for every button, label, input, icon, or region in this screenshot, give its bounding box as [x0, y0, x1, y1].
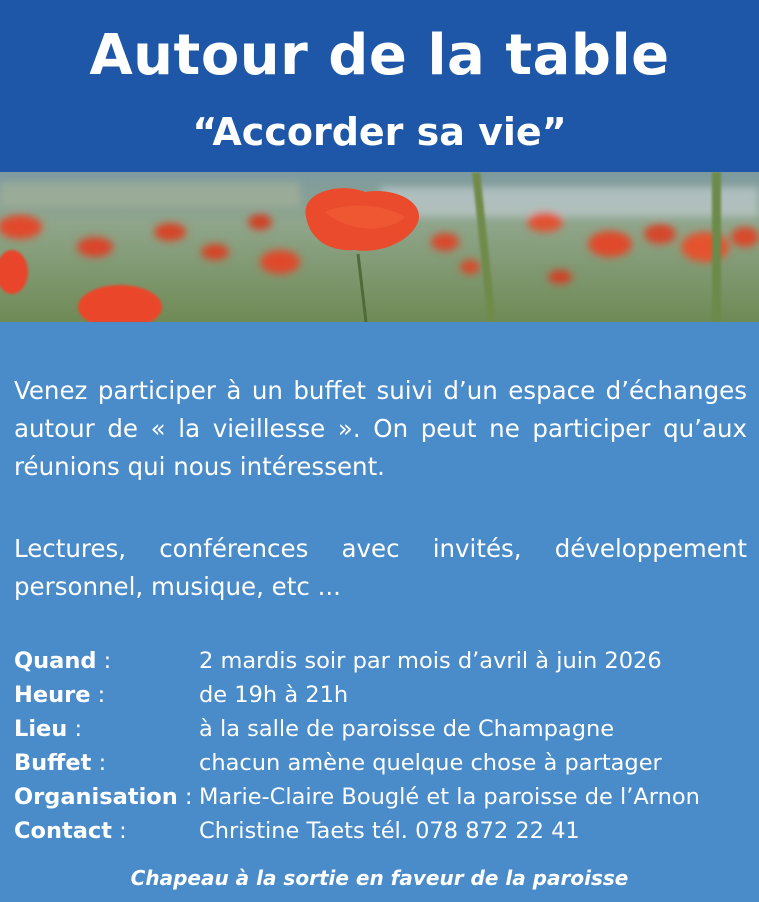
detail-label: Quand — [14, 648, 97, 674]
footer-note: Chapeau à la sortie en faveur de la paroisse — [130, 866, 629, 890]
detail-sep: : — [96, 648, 112, 674]
detail-row-contact — [14, 814, 747, 848]
page-title: Autour de la table — [89, 23, 670, 88]
detail-row-buffet — [14, 746, 747, 780]
detail-value: 2 mardis soir par mois d’avril à juin 2026 — [199, 648, 662, 674]
detail-label: Lieu — [14, 716, 68, 742]
detail-label: Heure — [14, 682, 91, 708]
intro-paragraph: Venez participer à un buffet suivi d’un espace d’échanges autour de « la vieillesse ». On peut ne participer qu’aux réunions qui nous intéressent. — [14, 376, 747, 481]
detail-sep: : — [91, 750, 107, 776]
detail-row-organisation — [14, 780, 747, 814]
activities-paragraph: Lectures, conférences avec invités, développement personnel, musique, etc ... — [14, 534, 747, 601]
detail-sep: : — [90, 682, 106, 708]
content-area — [0, 322, 759, 902]
detail-sep: : — [177, 784, 193, 810]
header-band — [0, 0, 759, 172]
detail-sep: : — [112, 818, 127, 844]
detail-value: à la salle de paroisse de Champagne — [199, 716, 615, 742]
detail-row-heure — [14, 678, 747, 712]
detail-value: Marie-Claire Bouglé et la paroisse de l’Arnon — [199, 784, 700, 810]
page-subtitle: “Accorder sa vie” — [192, 110, 567, 154]
detail-value: Christine Taets tél. 078 872 22 41 — [199, 818, 580, 844]
detail-row-quand — [14, 644, 747, 678]
detail-value: chacun amène quelque chose à partager — [199, 750, 662, 776]
detail-value: de 19h à 21h — [199, 682, 349, 708]
detail-label: Organisation — [14, 784, 178, 810]
detail-label: Contact — [14, 818, 113, 844]
detail-row-lieu — [14, 712, 747, 746]
detail-label: Buffet — [14, 750, 92, 776]
detail-sep: : — [67, 716, 83, 742]
poppy-field-photo — [0, 172, 759, 322]
